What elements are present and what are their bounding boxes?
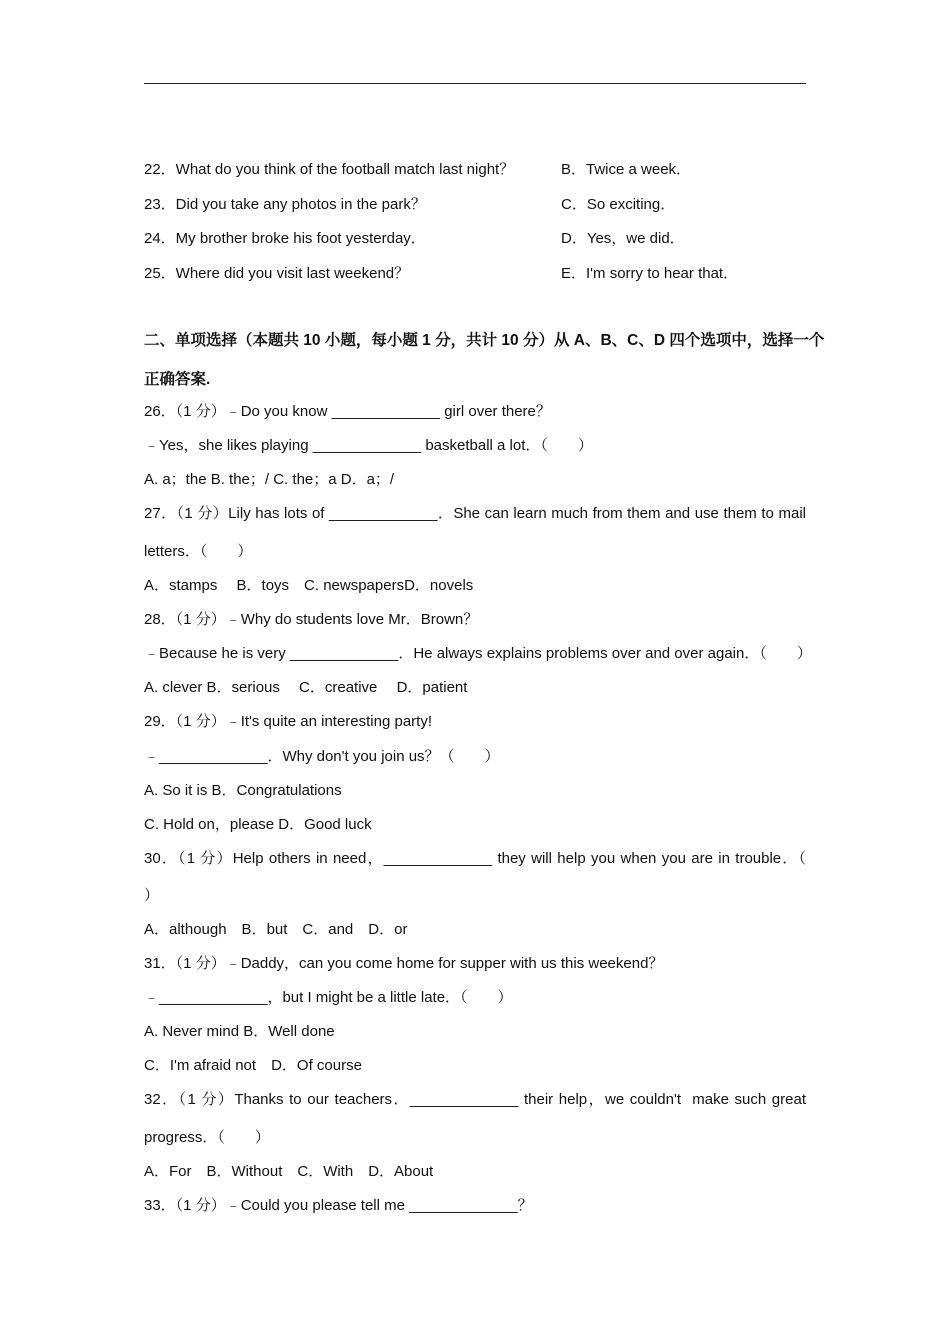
question-26-options: A. a；the B. the；/ C. the；a D．a；/ (144, 471, 395, 488)
matching-item-23: 23．Did you take any photos in the park？ (144, 196, 426, 213)
question-26-line2: ﹣Yes，she likes playing _____________ basketball a lot．（ ） (144, 437, 593, 454)
question-32-options: A．For B．Without C．With D．About (144, 1163, 434, 1180)
question-30-line2: ） (144, 887, 160, 904)
question-31-line2: ﹣_____________，but I might be a little late．（ ） (144, 989, 513, 1006)
question-31-line1: 31．（1 分）﹣Daddy，can you come home for supper with us this weekend？ (144, 955, 664, 972)
question-28-options: A. clever B．serious C．creative D．patient (144, 679, 468, 696)
question-29-options-1: A. So it is B．Congratulations (144, 782, 342, 799)
matching-item-22: 22．What do you think of the football match last night？ (144, 161, 515, 178)
question-30-options: A．although B．but C．and D．or (144, 921, 408, 938)
section-heading-line2: 正确答案. (144, 371, 211, 388)
matching-answer-e: E．I'm sorry to hear that． (561, 265, 739, 282)
header-rule (144, 83, 806, 84)
section-heading-line1: 二、单项选择（本题共 10 小题，每小题 1 分，共计 10 分）从 A、B、C、D 四个选项中，选择一个 (144, 332, 825, 349)
question-29-line1: 29．（1 分）﹣It's quite an interesting party! (144, 713, 432, 730)
question-26-line1: 26．（1 分）﹣Do you know _____________ girl over there？ (144, 403, 551, 420)
matching-answer-b: B．Twice a week． (561, 161, 692, 178)
matching-answer-d: D．Yes，we did． (561, 230, 685, 247)
question-28-line1: 28．（1 分）﹣Why do students love Mr．Brown？ (144, 611, 479, 628)
question-30-line1: 30．（1 分）Help others in need，_____________ they will help you when you are in trouble．（ (144, 850, 806, 867)
question-31-options-1: A. Never mind B．Well done (144, 1023, 335, 1040)
question-29-line2: ﹣_____________．Why don't you join us？（ ） (144, 748, 500, 765)
matching-item-25: 25．Where did you visit last weekend？ (144, 265, 410, 282)
matching-answer-c: C．So exciting． (561, 196, 676, 213)
question-33-line1: 33．（1 分）﹣Could you please tell me _____________？ (144, 1197, 533, 1214)
question-29-options-2: C. Hold on，please D．Good luck (144, 816, 372, 833)
matching-item-24: 24．My brother broke his foot yesterday． (144, 230, 426, 247)
question-32-line1: 32．（1 分）Thanks to our teachers．_____________ their help，we couldn't make such great (144, 1091, 806, 1108)
question-27-line1: 27．（1 分）Lily has lots of _____________．She can learn much from them and use them to mail (144, 505, 806, 522)
question-27-line2: letters．（ ） (144, 543, 253, 560)
question-27-options: A．stamps B．toys C. newspapersD．novels (144, 577, 474, 594)
question-31-options-2: C．I'm afraid not D．Of course (144, 1057, 362, 1074)
question-32-line2: progress．（ ） (144, 1129, 270, 1146)
question-28-line2: ﹣Because he is very _____________．He always explains problems over and over again．（ ） (144, 645, 812, 662)
